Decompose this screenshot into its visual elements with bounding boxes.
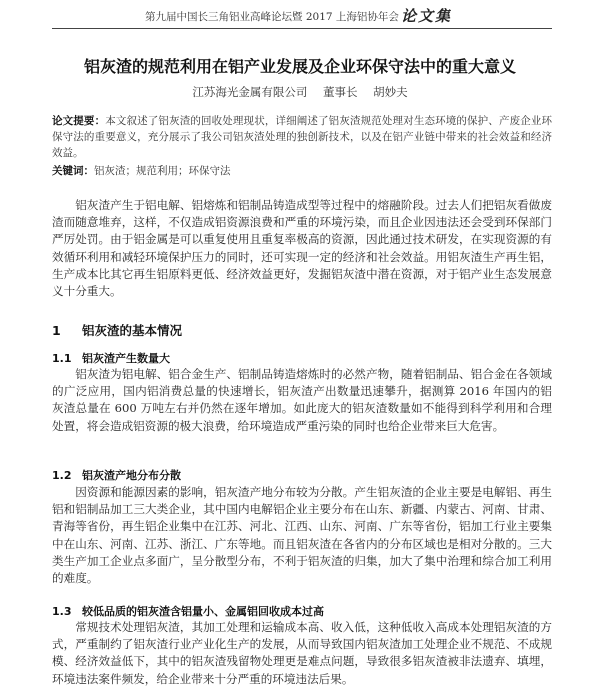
subsection-1-2-heading xyxy=(52,467,181,483)
running-head: 第九届中国长三角铝业高峰论坛暨 2017 上海铝协年会 xyxy=(145,11,399,23)
affiliation: 江苏海光金属有限公司 xyxy=(192,85,308,99)
section-title: 铝灰渣的基本情况 xyxy=(82,323,183,338)
keywords-text: 铝灰渣；规范利用；环保守法 xyxy=(94,165,231,177)
subsection-title: 较低品质的铝灰渣含铝量小、金属铝回收成本过高 xyxy=(82,605,324,618)
keywords-label: 关键词： xyxy=(52,165,94,177)
subsection-number: 1.1 xyxy=(52,352,72,365)
section-number: 1 xyxy=(52,323,61,338)
subsection-1-3-heading xyxy=(52,603,324,619)
abstract xyxy=(52,113,552,161)
author-name: 胡妙夫 xyxy=(373,85,408,99)
author-line xyxy=(0,84,600,100)
journal-mark: 论文集 xyxy=(401,7,453,25)
subsection-1-1-paragraph: 铝灰渣为铝电解、铝合金生产、铝制品铸造熔炼时的必然产物，随着铝制品、铝合金在各领域的广泛应用，国内铝消费总量的快速增长，铝灰渣产出数量迅速攀升，据测算 2016 年国内的铝灰渣总量在 600 万吨左右并仍然在逐年增加。如此庞大的铝灰渣数量如不能得到科学利用和合理处置，将会造成铝资源的极大浪费，给环境造成严重污染的同时也给企业带来巨大危害。 xyxy=(52,367,552,433)
subsection-number: 1.3 xyxy=(52,605,72,618)
author-position: 董事长 xyxy=(323,85,358,99)
abstract-label: 论文提要： xyxy=(52,115,106,127)
subsection-title: 铝灰渣产生数量大 xyxy=(82,352,170,365)
intro-paragraph: 铝灰渣产生于铝电解、铝熔炼和铝制品铸造成型等过程中的熔融阶段。过去人们把铝灰看做废渣而随意堆弃，这样，不仅造成铝资源浪费和严重的环境污染，而且企业因违法还会受到环保部门严厉处罚。由于铝金属是可以重复使用且重复率极高的资源，因此通过技术研发，在实现资源的有效循环利用和减轻环境保护压力的同时，还可实现一定的经济和社会效益。用铝灰渣生产再生铝，生产成本比其它再生铝原料更低、经济效益更好，发掘铝灰渣中潜在资源，对于铝产业生态发展意义十分重大。 xyxy=(52,198,552,299)
keywords xyxy=(52,163,552,178)
abstract-text: 本文叙述了铝灰渣的回收处理现状，详细阐述了铝灰渣规范处理对生态环境的保护、产废企业环保守法的重要意义，充分展示了我公司铝灰渣处理的独创新技术，以及在铝产业链中带来的社会效益和经济效益。 xyxy=(52,115,553,159)
subsection-1-2-paragraph: 因资源和能源因素的影响，铝灰渣产地分布较为分散。产生铝灰渣的企业主要是电解铝、再生铝和铝制品加工三大类企业，其中国内电解铝企业主要分布在山东、新疆、内蒙古、河南、甘肃、青海等省份，再生铝企业集中在江苏、河北、江西、山东、河南、广东等省份，铝加工行业主要集中在山东、河南、江苏、浙江、广东等地。而且铝灰渣在各省内的分布区域也是相对分散的。三大类生产加工企业点多面广，呈分散型分布，不利于铝灰渣的归集，加大了集中治理和综合加工利用的难度。 xyxy=(52,485,552,586)
subsection-1-3-paragraph: 常规技术处理铝灰渣，其加工处理和运输成本高、收入低，这种低收入高成本处理铝灰渣的方式，严重制约了铝灰渣行业产业化生产的发展，从而导致国内铝灰渣加工处理企业不规范、不成规模、经济效益低下，其中的铝灰渣残留物处理更是难点问题，导致很多铝灰渣被非法遗弃、填埋，环境违法案件频发，给企业带来十分严重的环境违法后果。 xyxy=(52,620,552,686)
paper-title: 铝灰渣的规范利用在铝产业发展及企业环保守法中的重大意义 xyxy=(83,57,516,76)
subsection-number: 1.2 xyxy=(52,469,72,482)
subsection-1-1-heading xyxy=(52,350,170,366)
subsection-title: 铝灰渣产地分布分散 xyxy=(82,469,181,482)
header-rule xyxy=(52,28,552,29)
section-1-heading xyxy=(52,321,182,339)
